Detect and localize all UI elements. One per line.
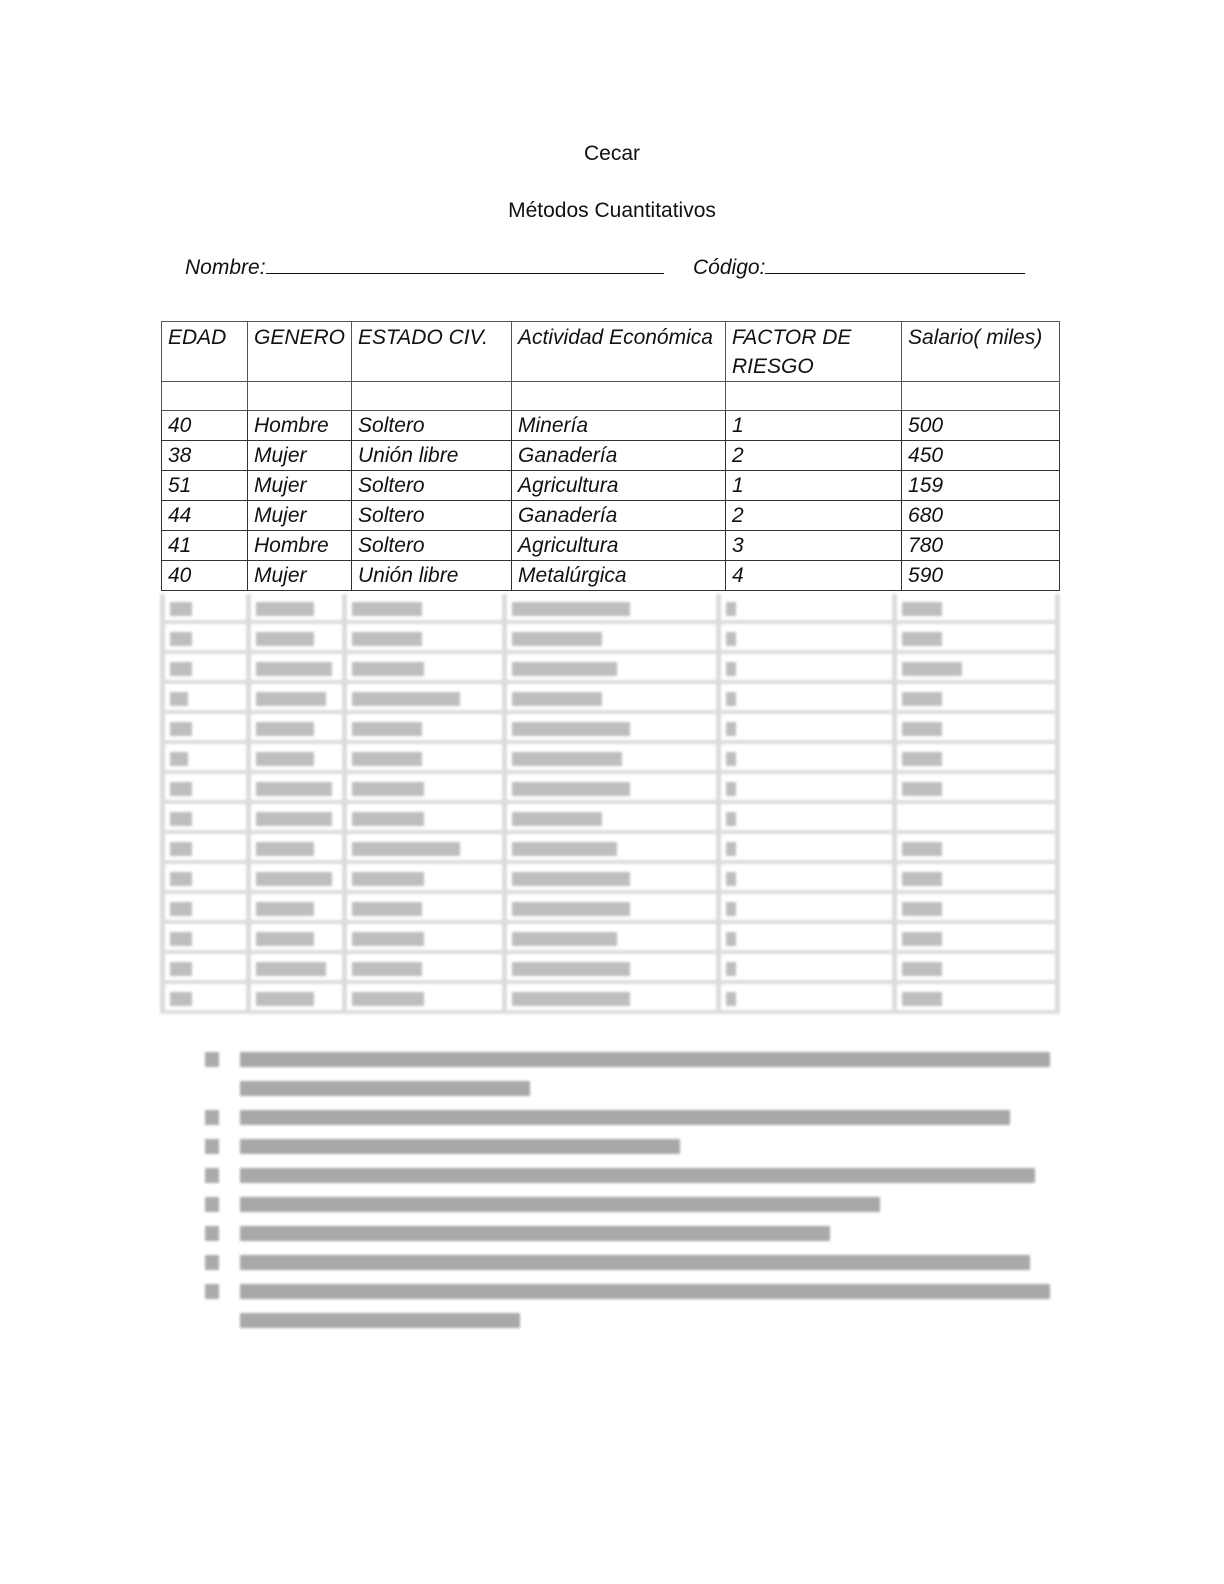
cell-estado-civ: Unión libre xyxy=(352,561,512,591)
redacted-cell xyxy=(902,602,942,616)
cell-factor-riesgo: 2 xyxy=(726,441,902,471)
redacted-instruction-line xyxy=(205,1132,1055,1161)
redacted-cell xyxy=(256,902,314,916)
cell-salario: 680 xyxy=(902,501,1060,531)
cell-estado-civ: Soltero xyxy=(352,411,512,441)
redacted-text xyxy=(240,1052,1050,1067)
redacted-cell xyxy=(256,842,314,856)
redacted-cell xyxy=(902,872,942,886)
code-blank-line[interactable] xyxy=(765,255,1025,274)
redacted-cell xyxy=(352,692,460,706)
redacted-cell xyxy=(512,602,630,616)
redacted-cell xyxy=(902,932,942,946)
redacted-cell xyxy=(726,662,736,676)
redacted-text xyxy=(240,1168,1035,1183)
redacted-cell xyxy=(512,722,630,736)
redacted-cell xyxy=(726,902,736,916)
cell-actividad: Minería xyxy=(512,411,726,441)
redacted-cell xyxy=(352,812,424,826)
redacted-table-row xyxy=(160,684,1060,714)
redacted-table-row xyxy=(160,744,1060,774)
cell-salario: 500 xyxy=(902,411,1060,441)
redacted-cell xyxy=(512,902,630,916)
redacted-cell xyxy=(352,722,422,736)
cell-factor-riesgo: 2 xyxy=(726,501,902,531)
empty-cell xyxy=(248,382,352,411)
redacted-cell xyxy=(170,602,192,616)
redacted-instruction-line xyxy=(205,1074,1055,1103)
redacted-cell xyxy=(170,992,192,1006)
cell-actividad: Agricultura xyxy=(512,471,726,501)
redacted-cell xyxy=(726,872,736,886)
redacted-table-row xyxy=(160,804,1060,834)
redacted-cell xyxy=(512,662,617,676)
redacted-cell xyxy=(902,992,942,1006)
name-blank-line[interactable] xyxy=(266,255,664,274)
redacted-cell xyxy=(902,692,942,706)
table-row xyxy=(162,471,1060,501)
redacted-cell xyxy=(512,962,630,976)
redacted-cell xyxy=(352,992,424,1006)
redacted-cell xyxy=(902,632,942,646)
redacted-cell xyxy=(256,962,326,976)
column-header-genero: GENERO xyxy=(248,322,352,382)
table-row xyxy=(162,531,1060,561)
cell-edad: 40 xyxy=(162,561,248,591)
cell-edad: 38 xyxy=(162,441,248,471)
redacted-cell xyxy=(726,842,736,856)
cell-actividad: Ganadería xyxy=(512,441,726,471)
redacted-list-number xyxy=(205,1226,219,1241)
redacted-text xyxy=(240,1226,830,1241)
redacted-cell xyxy=(352,602,422,616)
redacted-table-row xyxy=(160,624,1060,654)
cell-actividad: Agricultura xyxy=(512,531,726,561)
redacted-instruction-line xyxy=(205,1103,1055,1132)
redacted-table-rows xyxy=(160,594,1060,1012)
redacted-list-number xyxy=(205,1110,219,1125)
redacted-cell xyxy=(726,782,736,796)
cell-genero: Mujer xyxy=(248,501,352,531)
redacted-cell xyxy=(902,662,962,676)
cell-factor-riesgo: 1 xyxy=(726,471,902,501)
cell-edad: 44 xyxy=(162,501,248,531)
redacted-cell xyxy=(512,992,630,1006)
redacted-cell xyxy=(170,632,192,646)
redacted-cell xyxy=(256,632,314,646)
redacted-list-number xyxy=(205,1255,219,1270)
empty-cell xyxy=(902,382,1060,411)
column-header-salario: Salario( miles) xyxy=(902,322,1060,382)
cell-salario: 590 xyxy=(902,561,1060,591)
redacted-cell xyxy=(170,722,192,736)
cell-edad: 41 xyxy=(162,531,248,561)
cell-genero: Mujer xyxy=(248,471,352,501)
redacted-cell xyxy=(170,812,192,826)
redacted-cell xyxy=(256,752,314,766)
redacted-cell xyxy=(726,932,736,946)
cell-estado-civ: Soltero xyxy=(352,531,512,561)
redacted-cell xyxy=(726,632,736,646)
redacted-cell xyxy=(512,782,630,796)
cell-actividad: Ganadería xyxy=(512,501,726,531)
redacted-table-row xyxy=(160,774,1060,804)
redacted-instruction-line xyxy=(205,1219,1055,1248)
redacted-instruction-line xyxy=(205,1248,1055,1277)
redacted-text xyxy=(240,1313,520,1328)
redacted-cell xyxy=(902,722,942,736)
table-row xyxy=(162,561,1060,591)
redacted-cell xyxy=(256,872,332,886)
redacted-cell xyxy=(352,632,422,646)
redacted-list-number xyxy=(205,1197,219,1212)
table-row xyxy=(162,411,1060,441)
redacted-instructions-list xyxy=(205,1045,1055,1335)
redacted-cell xyxy=(902,752,942,766)
redacted-instruction-line xyxy=(205,1161,1055,1190)
redacted-cell xyxy=(512,632,602,646)
cell-actividad: Metalúrgica xyxy=(512,561,726,591)
cell-genero: Mujer xyxy=(248,441,352,471)
redacted-table-row xyxy=(160,984,1060,1014)
redacted-cell xyxy=(170,962,192,976)
empty-row xyxy=(162,382,1060,411)
redacted-cell xyxy=(352,932,424,946)
redacted-cell xyxy=(726,812,736,826)
redacted-cell xyxy=(726,722,736,736)
redacted-cell xyxy=(256,812,332,826)
redacted-table-row xyxy=(160,954,1060,984)
redacted-cell xyxy=(352,902,422,916)
redacted-cell xyxy=(256,692,326,706)
cell-factor-riesgo: 3 xyxy=(726,531,902,561)
table-header-row xyxy=(162,322,1060,382)
redacted-text xyxy=(240,1110,1010,1125)
redacted-cell xyxy=(170,752,188,766)
redacted-cell xyxy=(170,902,192,916)
redacted-cell xyxy=(726,962,736,976)
empty-cell xyxy=(352,382,512,411)
redacted-cell xyxy=(352,962,422,976)
redacted-text xyxy=(240,1139,680,1154)
redacted-text xyxy=(240,1284,1050,1299)
name-field[interactable] xyxy=(185,255,664,280)
cell-estado-civ: Unión libre xyxy=(352,441,512,471)
redacted-cell xyxy=(726,992,736,1006)
redacted-cell xyxy=(512,812,602,826)
redacted-instruction-line xyxy=(205,1190,1055,1219)
cell-salario: 159 xyxy=(902,471,1060,501)
cell-estado-civ: Soltero xyxy=(352,501,512,531)
column-header-factor-riesgo: FACTOR DE RIESGO xyxy=(726,322,902,382)
redacted-cell xyxy=(512,842,617,856)
redacted-cell xyxy=(902,842,942,856)
redacted-list-number xyxy=(205,1052,219,1067)
redacted-list-number xyxy=(205,1284,219,1299)
redacted-cell xyxy=(352,842,460,856)
redacted-cell xyxy=(170,872,192,886)
cell-factor-riesgo: 4 xyxy=(726,561,902,591)
redacted-text xyxy=(240,1255,1030,1270)
redacted-cell xyxy=(256,602,314,616)
table-row xyxy=(162,441,1060,471)
redacted-cell xyxy=(902,782,942,796)
redacted-table-row xyxy=(160,894,1060,924)
redacted-cell xyxy=(902,902,942,916)
redacted-cell xyxy=(726,602,736,616)
redacted-cell xyxy=(170,692,188,706)
cell-genero: Hombre xyxy=(248,531,352,561)
column-header-actividad: Actividad Económica xyxy=(512,322,726,382)
redacted-text xyxy=(240,1197,880,1212)
column-header-edad: EDAD xyxy=(162,322,248,382)
redacted-cell xyxy=(256,782,332,796)
redacted-instruction-line xyxy=(205,1045,1055,1074)
redacted-table-row xyxy=(160,864,1060,894)
redacted-cell xyxy=(352,782,424,796)
code-field[interactable] xyxy=(693,255,1025,280)
redacted-list-number xyxy=(205,1139,219,1154)
course-title: Métodos Cuantitativos xyxy=(508,199,716,222)
cell-factor-riesgo: 1 xyxy=(726,411,902,441)
empty-cell xyxy=(162,382,248,411)
redacted-table-row xyxy=(160,594,1060,624)
redacted-cell xyxy=(512,692,602,706)
redacted-cell xyxy=(352,752,422,766)
redacted-cell xyxy=(726,692,736,706)
cell-edad: 40 xyxy=(162,411,248,441)
redacted-table-row xyxy=(160,714,1060,744)
data-table xyxy=(161,321,1060,591)
empty-cell xyxy=(726,382,902,411)
empty-cell xyxy=(512,382,726,411)
redacted-cell xyxy=(170,782,192,796)
redacted-cell xyxy=(512,932,617,946)
cell-genero: Mujer xyxy=(248,561,352,591)
redacted-list-number xyxy=(205,1168,219,1183)
cell-genero: Hombre xyxy=(248,411,352,441)
redacted-cell xyxy=(256,932,314,946)
redacted-cell xyxy=(170,662,192,676)
redacted-instruction-line xyxy=(205,1306,1055,1335)
redacted-table-row xyxy=(160,924,1060,954)
redacted-cell xyxy=(256,722,314,736)
redacted-cell xyxy=(512,752,622,766)
cell-edad: 51 xyxy=(162,471,248,501)
column-header-estado-civ: ESTADO CIV. xyxy=(352,322,512,382)
cell-estado-civ: Soltero xyxy=(352,471,512,501)
redacted-cell xyxy=(170,842,192,856)
cell-salario: 450 xyxy=(902,441,1060,471)
redacted-table-row xyxy=(160,834,1060,864)
redacted-cell xyxy=(170,932,192,946)
redacted-cell xyxy=(352,872,424,886)
code-label: Código: xyxy=(693,256,766,279)
redacted-cell xyxy=(352,662,424,676)
redacted-cell xyxy=(512,872,630,886)
redacted-cell xyxy=(256,992,314,1006)
redacted-table-row xyxy=(160,654,1060,684)
cell-salario: 780 xyxy=(902,531,1060,561)
redacted-cell xyxy=(726,752,736,766)
name-label: Nombre: xyxy=(185,256,266,279)
redacted-instruction-line xyxy=(205,1277,1055,1306)
table-row xyxy=(162,501,1060,531)
redacted-text xyxy=(240,1081,530,1096)
institution-title: Cecar xyxy=(583,142,641,165)
redacted-cell xyxy=(256,662,332,676)
redacted-cell xyxy=(902,962,942,976)
